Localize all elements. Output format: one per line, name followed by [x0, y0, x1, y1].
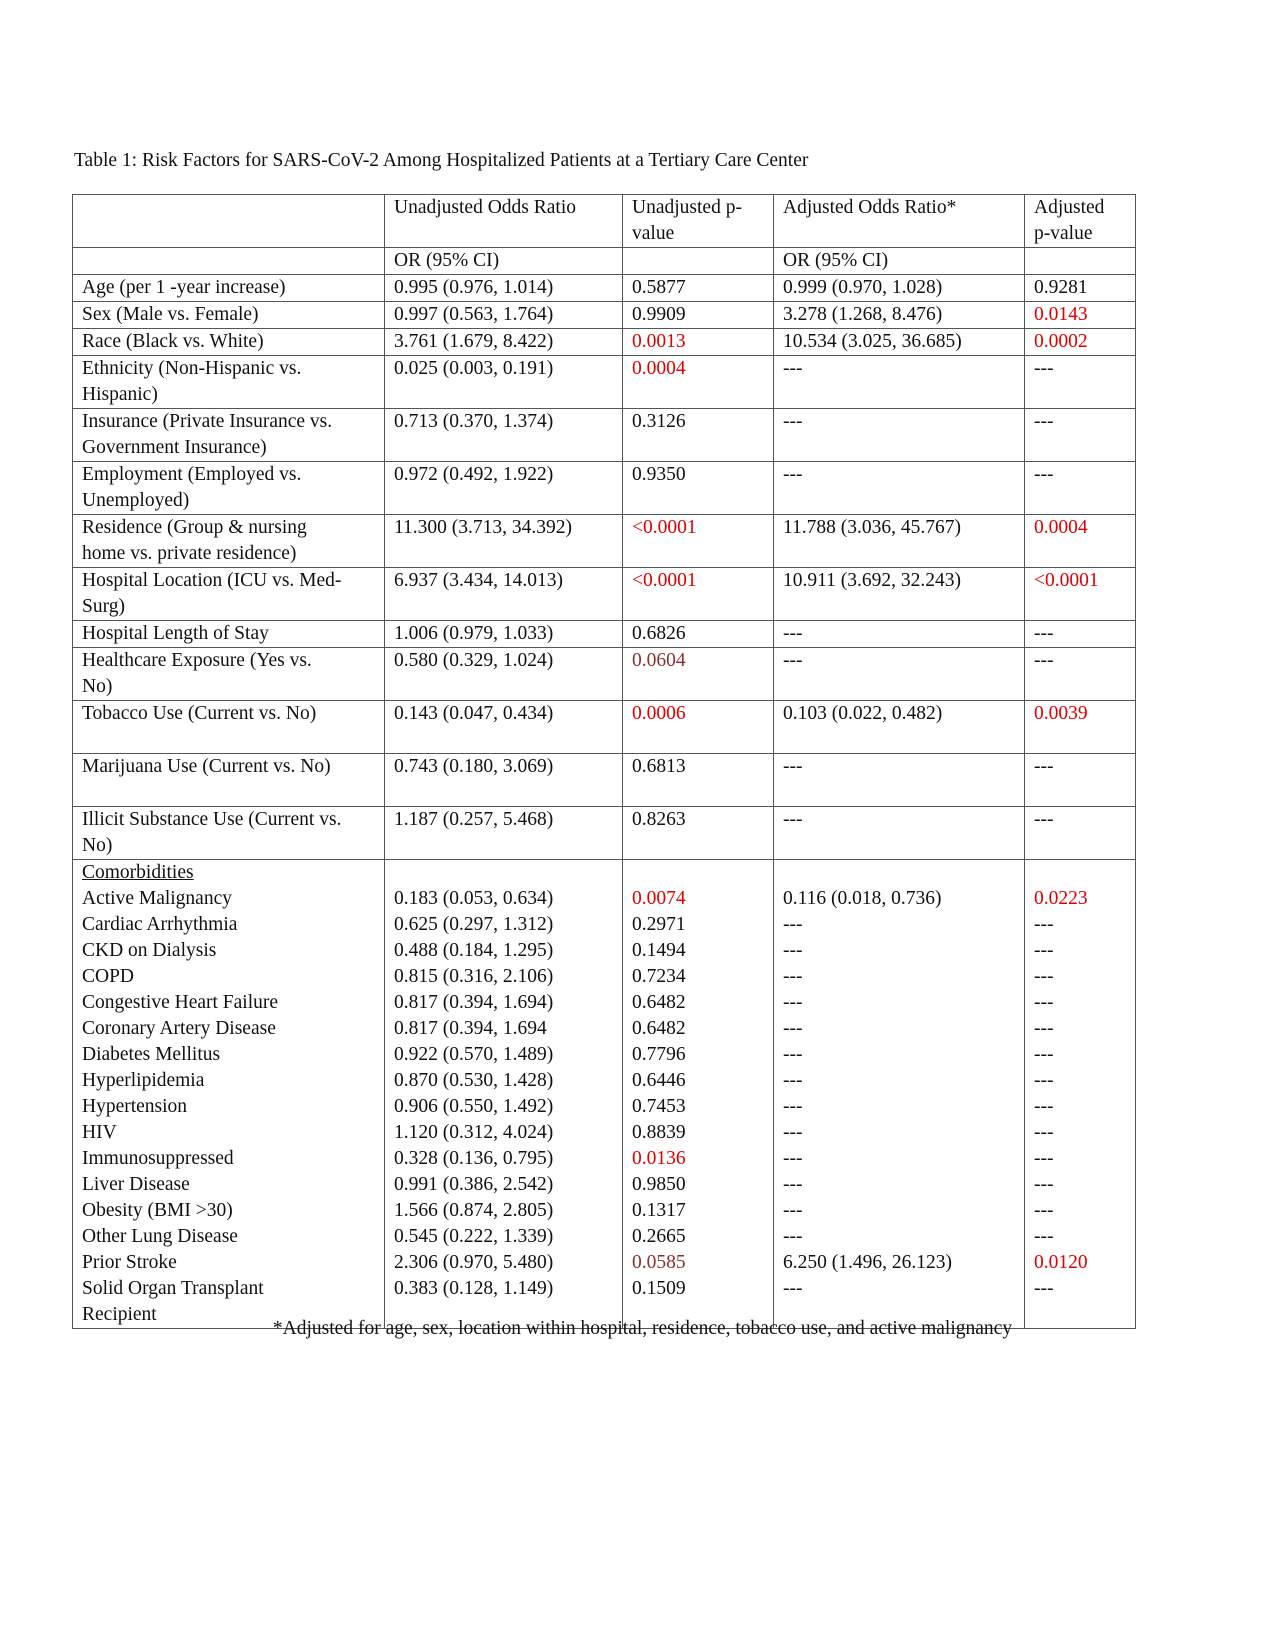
- unadjusted-p-value: 0.0136: [632, 1148, 686, 1169]
- unadjusted-p-cell: <0.0001: [623, 515, 774, 568]
- adjusted-p-cell: 0.9281: [1025, 275, 1136, 302]
- row-label: Sex (Male vs. Female): [73, 302, 385, 329]
- adjusted-or-value: ---: [783, 914, 803, 935]
- adjusted-p-value: ---: [1034, 1278, 1054, 1299]
- row-label: Marijuana Use (Current vs. No): [73, 754, 385, 807]
- adjusted-p-cell: ---: [1025, 409, 1136, 462]
- unadjusted-or-value: 0.815 (0.316, 2.106): [394, 966, 554, 987]
- unadjusted-p-cell: 0.0013: [623, 329, 774, 356]
- unadjusted-p-value: 0.1509: [632, 1278, 686, 1299]
- header-unadjusted-p: Unadjusted p- value: [623, 195, 774, 248]
- adjusted-p-value: ---: [1034, 1174, 1054, 1195]
- adjusted-p-value: ---: [1034, 1226, 1054, 1247]
- row-label: Illicit Substance Use (Current vs. No): [73, 807, 385, 860]
- adjusted-or-value: ---: [783, 1018, 803, 1039]
- unadjusted-p-value: 0.7796: [632, 1044, 686, 1065]
- adjusted-or-value: ---: [783, 1122, 803, 1143]
- unadjusted-or-cell: 0.143 (0.047, 0.434): [385, 701, 623, 754]
- comorbidity-label: Active Malignancy: [82, 888, 232, 909]
- table-row: [73, 356, 1136, 409]
- unadjusted-p-value: 0.0074: [632, 888, 686, 909]
- unadjusted-p-cell: 0.9909: [623, 302, 774, 329]
- comorbidity-label-cont: Recipient: [82, 1304, 157, 1325]
- unadjusted-p-value: 0.9850: [632, 1174, 686, 1195]
- comorbidity-label: Immunosuppressed: [82, 1148, 234, 1169]
- unadjusted-p-value: 0.6446: [632, 1070, 686, 1091]
- row-label: Employment (Employed vs. Unemployed): [73, 462, 385, 515]
- adjusted-p-value: ---: [1034, 1096, 1054, 1117]
- unadjusted-or-value: 0.906 (0.550, 1.492): [394, 1096, 554, 1117]
- adjusted-or-value: 0.116 (0.018, 0.736): [783, 888, 942, 909]
- adjusted-or-cell: ---: [774, 621, 1025, 648]
- adjusted-or-value: ---: [783, 1148, 803, 1169]
- unadjusted-or-value: 0.488 (0.184, 1.295): [394, 940, 554, 961]
- adjusted-p-cell: <0.0001: [1025, 568, 1136, 621]
- adjusted-or-cell: ---: [774, 409, 1025, 462]
- unadjusted-p-value: 0.7453: [632, 1096, 686, 1117]
- comorbidity-unadjusted-or: [385, 860, 623, 1329]
- subheader-empty-ap: [1025, 248, 1136, 275]
- table-row: [73, 275, 1136, 302]
- unadjusted-or-cell: 0.713 (0.370, 1.374): [385, 409, 623, 462]
- unadjusted-or-cell: 11.300 (3.713, 34.392): [385, 515, 623, 568]
- header-adjusted-or: Adjusted Odds Ratio*: [774, 195, 1025, 248]
- adjusted-or-value: ---: [783, 966, 803, 987]
- comorbidity-label: Cardiac Arrhythmia: [82, 914, 238, 935]
- unadjusted-or-value: 0.922 (0.570, 1.489): [394, 1044, 554, 1065]
- unadjusted-or-cell: 0.743 (0.180, 3.069): [385, 754, 623, 807]
- adjusted-p-cell: ---: [1025, 356, 1136, 409]
- adjusted-or-cell: ---: [774, 648, 1025, 701]
- header-empty: [73, 195, 385, 248]
- comorbidity-adjusted-or: [774, 860, 1025, 1329]
- adjusted-p-cell: 0.0143: [1025, 302, 1136, 329]
- risk-factors-table: [72, 194, 1136, 1329]
- subheader-row: [73, 248, 1136, 275]
- unadjusted-or-value: 1.120 (0.312, 4.024): [394, 1122, 554, 1143]
- unadjusted-p-cell: 0.0604: [623, 648, 774, 701]
- comorbidity-label: Liver Disease: [82, 1174, 190, 1195]
- subheader-or-ci: OR (95% CI): [385, 248, 623, 275]
- blank-line: [1034, 860, 1127, 886]
- unadjusted-p-cell: 0.6813: [623, 754, 774, 807]
- header-adjusted-p: Adjusted p-value: [1025, 195, 1136, 248]
- row-label: Residence (Group & nursing home vs. private residence): [73, 515, 385, 568]
- unadjusted-p-value: 0.6482: [632, 1018, 686, 1039]
- adjusted-p-cell: 0.0039: [1025, 701, 1136, 754]
- adjusted-p-cell: 0.0004: [1025, 515, 1136, 568]
- unadjusted-p-value: 0.6482: [632, 992, 686, 1013]
- row-label: Healthcare Exposure (Yes vs. No): [73, 648, 385, 701]
- adjusted-or-cell: 10.911 (3.692, 32.243): [774, 568, 1025, 621]
- unadjusted-p-cell: 0.5877: [623, 275, 774, 302]
- adjusted-or-value: ---: [783, 940, 803, 961]
- unadjusted-p-cell: 0.9350: [623, 462, 774, 515]
- unadjusted-or-value: 0.817 (0.394, 1.694): [394, 992, 554, 1013]
- unadjusted-or-cell: 0.025 (0.003, 0.191): [385, 356, 623, 409]
- adjusted-or-value: ---: [783, 1278, 803, 1299]
- adjusted-or-cell: 11.788 (3.036, 45.767): [774, 515, 1025, 568]
- table-row: [73, 807, 1136, 860]
- row-label: Race (Black vs. White): [73, 329, 385, 356]
- row-label: Tobacco Use (Current vs. No): [73, 701, 385, 754]
- table-row: [73, 648, 1136, 701]
- adjusted-p-value: ---: [1034, 1200, 1054, 1221]
- unadjusted-p-cell: 0.0004: [623, 356, 774, 409]
- unadjusted-or-cell: 1.006 (0.979, 1.033): [385, 621, 623, 648]
- unadjusted-or-value: 0.545 (0.222, 1.339): [394, 1226, 554, 1247]
- adjusted-p-value: ---: [1034, 1070, 1054, 1091]
- unadjusted-p-value: 0.0585: [632, 1252, 686, 1273]
- blank-line: [632, 860, 765, 886]
- adjusted-or-value: ---: [783, 1226, 803, 1247]
- table-row: [73, 515, 1136, 568]
- table-footnote: *Adjusted for age, sex, location within hospital, residence, tobacco use, and active malignancy: [272, 1318, 1013, 1339]
- adjusted-or-value: ---: [783, 1044, 803, 1065]
- adjusted-p-value: ---: [1034, 992, 1054, 1013]
- adjusted-or-cell: ---: [774, 807, 1025, 860]
- adjusted-or-value: 6.250 (1.496, 26.123): [783, 1252, 952, 1273]
- row-label: Age (per 1 -year increase): [73, 275, 385, 302]
- subheader-adj-or-ci: OR (95% CI): [774, 248, 1025, 275]
- table-row: [73, 701, 1136, 754]
- adjusted-or-cell: 0.103 (0.022, 0.482): [774, 701, 1025, 754]
- comorbidity-label: Hypertension: [82, 1096, 188, 1117]
- comorbidity-labels: [73, 860, 385, 1329]
- table-row: [73, 568, 1136, 621]
- adjusted-or-cell: ---: [774, 356, 1025, 409]
- adjusted-or-value: ---: [783, 1070, 803, 1091]
- unadjusted-p-cell: 0.6826: [623, 621, 774, 648]
- unadjusted-or-value: 0.383 (0.128, 1.149): [394, 1278, 554, 1299]
- subheader-empty: [73, 248, 385, 275]
- comorbidity-label: COPD: [82, 966, 135, 987]
- unadjusted-or-value: 0.870 (0.530, 1.428): [394, 1070, 554, 1091]
- table-row: [73, 302, 1136, 329]
- comorbidity-unadjusted-p: [623, 860, 774, 1329]
- unadjusted-or-cell: 0.995 (0.976, 1.014): [385, 275, 623, 302]
- table-row: [73, 329, 1136, 356]
- unadjusted-or-cell: 1.187 (0.257, 5.468): [385, 807, 623, 860]
- unadjusted-p-cell: 0.0006: [623, 701, 774, 754]
- adjusted-p-value: ---: [1034, 914, 1054, 935]
- comorbidity-label: Solid Organ Transplant: [82, 1278, 264, 1299]
- row-label: Hospital Location (ICU vs. Med- Surg): [73, 568, 385, 621]
- unadjusted-or-cell: 3.761 (1.679, 8.422): [385, 329, 623, 356]
- unadjusted-p-value: 0.1317: [632, 1200, 686, 1221]
- unadjusted-p-value: 0.7234: [632, 966, 686, 987]
- comorbidity-label: Prior Stroke: [82, 1252, 177, 1273]
- row-label: Hospital Length of Stay: [73, 621, 385, 648]
- adjusted-p-value: 0.0120: [1034, 1252, 1088, 1273]
- adjusted-p-value: ---: [1034, 1122, 1054, 1143]
- adjusted-or-cell: ---: [774, 462, 1025, 515]
- comorbidity-label: Coronary Artery Disease: [82, 1018, 276, 1039]
- adjusted-or-cell: ---: [774, 754, 1025, 807]
- unadjusted-p-cell: <0.0001: [623, 568, 774, 621]
- comorbidity-label: Congestive Heart Failure: [82, 992, 279, 1013]
- table-row: [73, 754, 1136, 807]
- header-unadjusted-or: Unadjusted Odds Ratio: [385, 195, 623, 248]
- adjusted-p-value: ---: [1034, 1148, 1054, 1169]
- adjusted-p-value: ---: [1034, 1044, 1054, 1065]
- comorbidity-label: Other Lung Disease: [82, 1226, 238, 1247]
- adjusted-p-cell: ---: [1025, 807, 1136, 860]
- table-title: Table 1: Risk Factors for SARS-CoV-2 Among Hospitalized Patients at a Tertiary Care Center: [74, 150, 809, 171]
- unadjusted-or-cell: 6.937 (3.434, 14.013): [385, 568, 623, 621]
- comorbidity-adjusted-p: [1025, 860, 1136, 1329]
- unadjusted-or-value: 0.991 (0.386, 2.542): [394, 1174, 554, 1195]
- adjusted-p-value: 0.0223: [1034, 888, 1088, 909]
- adjusted-p-cell: ---: [1025, 754, 1136, 807]
- unadjusted-or-cell: 0.972 (0.492, 1.922): [385, 462, 623, 515]
- unadjusted-p-value: 0.2665: [632, 1226, 686, 1247]
- unadjusted-p-value: 0.2971: [632, 914, 686, 935]
- comorbidity-label: HIV: [82, 1122, 117, 1143]
- unadjusted-or-value: 0.328 (0.136, 0.795): [394, 1148, 554, 1169]
- adjusted-or-cell: 10.534 (3.025, 36.685): [774, 329, 1025, 356]
- table-row: [73, 621, 1136, 648]
- adjusted-or-cell: 3.278 (1.268, 8.476): [774, 302, 1025, 329]
- unadjusted-or-value: 1.566 (0.874, 2.805): [394, 1200, 554, 1221]
- adjusted-or-value: ---: [783, 1096, 803, 1117]
- row-label: Insurance (Private Insurance vs. Government Insurance): [73, 409, 385, 462]
- unadjusted-p-cell: 0.8263: [623, 807, 774, 860]
- unadjusted-or-value: 2.306 (0.970, 5.480): [394, 1252, 554, 1273]
- unadjusted-or-cell: 0.580 (0.329, 1.024): [385, 648, 623, 701]
- row-label: Ethnicity (Non-Hispanic vs. Hispanic): [73, 356, 385, 409]
- table-row: [73, 409, 1136, 462]
- unadjusted-p-value: 0.1494: [632, 940, 686, 961]
- comorbidity-label: CKD on Dialysis: [82, 940, 217, 961]
- adjusted-or-cell: 0.999 (0.970, 1.028): [774, 275, 1025, 302]
- unadjusted-p-cell: 0.3126: [623, 409, 774, 462]
- comorbidity-label: Obesity (BMI >30): [82, 1200, 233, 1221]
- adjusted-p-value: ---: [1034, 940, 1054, 961]
- unadjusted-p-value: 0.8839: [632, 1122, 686, 1143]
- adjusted-or-value: ---: [783, 992, 803, 1013]
- comorbidity-label: Hyperlipidemia: [82, 1070, 205, 1091]
- subheader-empty-p: [623, 248, 774, 275]
- adjusted-or-value: ---: [783, 1200, 803, 1221]
- blank-line: [394, 860, 614, 886]
- unadjusted-or-cell: 0.997 (0.563, 1.764): [385, 302, 623, 329]
- adjusted-p-cell: ---: [1025, 462, 1136, 515]
- adjusted-or-value: ---: [783, 1174, 803, 1195]
- unadjusted-or-value: 0.817 (0.394, 1.694: [394, 1018, 547, 1039]
- comorbidities-block: [73, 860, 1136, 1329]
- comorbidities-heading: Comorbidities: [82, 862, 194, 883]
- blank-line: [783, 860, 1016, 886]
- adjusted-p-cell: ---: [1025, 648, 1136, 701]
- adjusted-p-value: ---: [1034, 1018, 1054, 1039]
- adjusted-p-cell: ---: [1025, 621, 1136, 648]
- header-row: [73, 195, 1136, 248]
- unadjusted-or-value: 0.625 (0.297, 1.312): [394, 914, 554, 935]
- unadjusted-or-value: 0.183 (0.053, 0.634): [394, 888, 554, 909]
- adjusted-p-cell: 0.0002: [1025, 329, 1136, 356]
- adjusted-p-value: ---: [1034, 966, 1054, 987]
- comorbidity-label: Diabetes Mellitus: [82, 1044, 221, 1065]
- table-row: [73, 462, 1136, 515]
